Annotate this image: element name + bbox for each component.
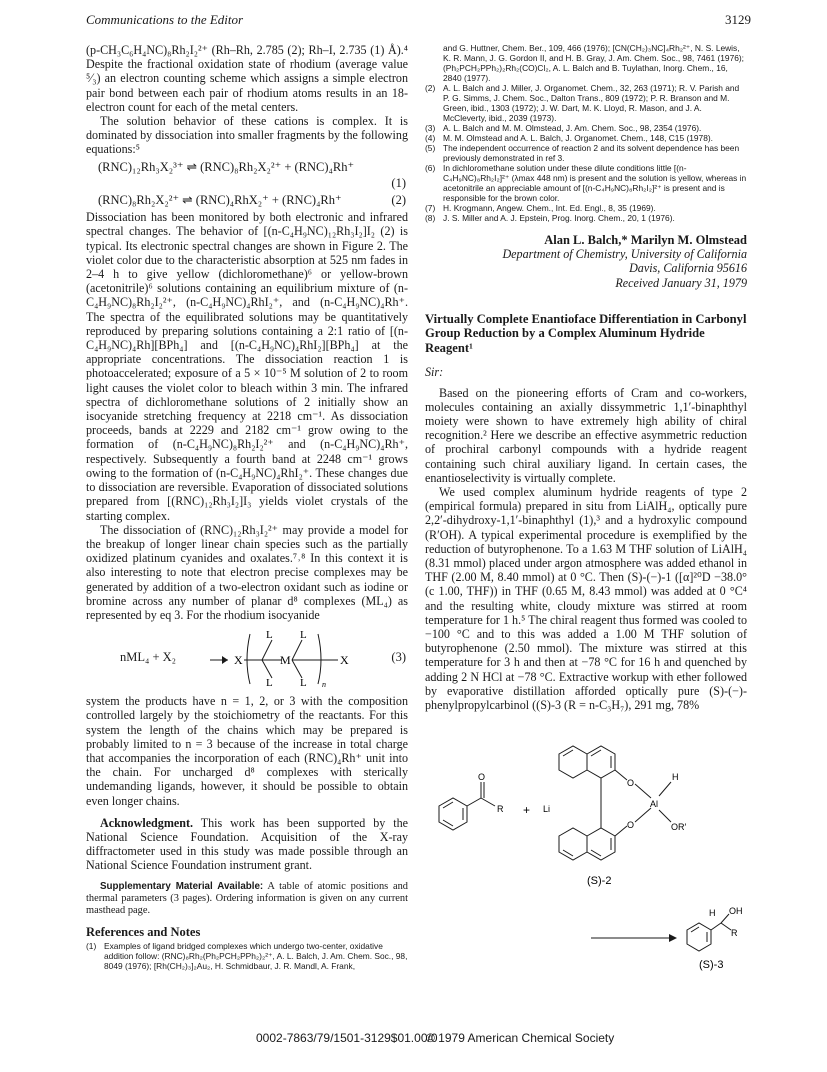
equation-3-structure bbox=[204, 626, 364, 688]
equation-1-number: (1) bbox=[391, 175, 406, 190]
supplementary-label: Supplementary Material Available: bbox=[100, 880, 264, 892]
received-date: Received January 31, 1979 bbox=[615, 275, 747, 290]
binaphthyl-o-top: O bbox=[627, 778, 635, 789]
reference-text: A. L. Balch and M. M. Olmstead, J. Am. Chem. Soc., 98, 2354 (1976). bbox=[443, 123, 702, 133]
equation-1-formula: (RNC)₁₂Rh₃X₂³⁺ ⇌ (RNC)₈Rh₂X₂²⁺ + (RNC)₄Rh⁺ bbox=[98, 159, 355, 174]
equation-3-metal: M bbox=[279, 653, 291, 668]
paragraph-solution: The solution behavior of these cations is complex. It is dominated by dissociation into smaller fragments by the following equations:⁵ bbox=[86, 114, 408, 157]
product-label: (S)-3 bbox=[699, 959, 724, 972]
paragraph-dissociation: Dissociation has been monitored by both electronic and infrared spectral changes. The behavior of [(n-C₄H₉NC)₁₂Rh₃I₂]I₂ (2) is typical. Its electronic spectral changes are shown in Figure 2. The violet color due to the characteristic absorption at 525 nm fades in 2–4 h to give yellow (dichloromethane)⁶ or yellow-brown (acetonitrile)⁶ solutions containing an equilibrium mixture of (n-C₄H₉NC)₈Rh₂I₂²⁺, (n-C₄H₉NC)₄RhI₂⁺, and (n-C₄H₉NC)₄Rh⁺. The spectra of the equilibrated solutions may be quantitatively reproduced by preparing solutions containing a 2:1 ratio of [(n-C₄H₉NC)₄Rh][BPh₄] and [(n-C₄H₉NC)₄RhI₂][BPh₄] at the appropriate concentrations. The dissociation reaction 1 is photoaccelerated; exposure of a 5 × 10⁻⁵ M solution of 2 to room light causes the violet color to bleach within 3 min. The infrared spectra of dichloromethane solutions of 2 initially show an isocyanide stretching frequency at 2218 cm⁻¹. As dissociation proceeds, bands at 2229 and 2182 cm⁻¹ grow owing to the formation of (n-C₄H₉NC)₈Rh₂I₂²⁺ and (n-C₄H₉NC)₄Rh⁺, respectively. Subsequently a fourth band at 2248 cm⁻¹ grows owing to the formation of (n-C₄H₉NC)₄RhI₂⁺. These changes due to dissociation are reversible. Evaporation of dissociated solutions prepared from [(RNC)₁₂Rh₃I₂]I₃ yields violet crystals of the starting complex. bbox=[86, 210, 408, 523]
left-column bbox=[86, 43, 408, 971]
reference-item bbox=[425, 163, 747, 203]
equation-3 bbox=[86, 626, 408, 688]
article-title: Virtually Complete Enantioface Differentiation in Carbonyl Group Reduction by a Complex Aluminum Hydride Reagent¹ bbox=[425, 311, 747, 355]
authors: Alan L. Balch,* Marilyn M. Olmstead bbox=[544, 233, 747, 247]
footer-copyright: © 1979 American Chemical Society bbox=[426, 1031, 615, 1045]
paragraph-pioneering: Based on the pioneering efforts of Cram and co-workers, molecules containing an axially dissymmetric 1,1′-binaphthyl moiety were shown to have extremely high ability of chiral recognition.² Here we describe an effective asymmetric reduction of prochiral carbonyl compounds with a hydride reagent containing such chiral auxiliary ligand. In certain cases, the enantioselectivity is virtually complete. bbox=[425, 385, 747, 485]
equation-3-ligand-top-left: L bbox=[265, 629, 273, 642]
paragraph-intro: (p-CH₃C₆H₄NC)₈Rh₂I₂²⁺ (Rh–Rh, 2.785 (2); Rh–I, 2.735 (1) Å).⁴ Despite the fractional oxidation state of rhodium (average value ⁵⁄₃) an electron counting scheme which assigns a simple electron pair bond between each pair of rhodium atoms results in an 18-electron count for each of the metal centers. bbox=[86, 43, 408, 114]
affiliation-location: Davis, California 95616 bbox=[629, 261, 747, 276]
reference-text: Examples of ligand bridged complexes which undergo two-center, oxidative addition follow: (RNC)₈Rh₂(Ph₂PCH₂PPh₂)₂²⁺, A. L. Balch, J. Am. Chem. Soc., 98, 8049 (1976); [Rh(CH₂)₃]₂Au₂, H. Schmidbaur, J. R. Mandl, A. Frank, bbox=[104, 941, 408, 972]
reference-text: The independent occurrence of reaction 2 and its solvent dependence has been previously demonstrated in ref 3. bbox=[443, 143, 740, 163]
carbinol-r-label: R bbox=[731, 928, 738, 939]
reaction-scheme bbox=[425, 724, 747, 972]
equation-3-ligand-top-right: L bbox=[299, 629, 307, 642]
reference-item bbox=[425, 213, 747, 223]
equation-1 bbox=[86, 160, 408, 174]
reference-item bbox=[425, 143, 747, 163]
carbinol-structure bbox=[687, 914, 731, 951]
reference-text: and G. Huttner, Chem. Ber., 109, 466 (1976); [CN(CH₂)₃NC]₄Rh₂²⁺, N. S. Lewis, K. R. Mann, J. G. Gordon II, and H. B. Gray, J. Am. Chem. Soc., 98, 7461 (1976); (Ph₂PCH₂PPh₂)₂Rh₂(CO)Cl₂, A. L. Balch and B. Tuylathan, Inorg. Chem., 16, 2840 (1977). bbox=[443, 43, 745, 83]
equation-2-formula: (RNC)₈Rh₂X₂²⁺ ⇌ (RNC)₄RhX₂⁺ + (RNC)₄Rh⁺ bbox=[98, 193, 342, 208]
equation-3-ligand-bottom-left: L bbox=[265, 677, 273, 690]
lithium-label: Li bbox=[543, 804, 551, 815]
right-column bbox=[425, 43, 747, 972]
paragraph-model: The dissociation of (RNC)₁₂Rh₃I₂²⁺ may provide a model for the breakup of longer linear chain species such as the partially oxidized platinum cyanides and oxalates.⁷˒⁸ In this context it is also interesting to note that electron precise complexes may be generated by addition of a two-electron oxidant such as iodine or bromine across any number of planar d⁸ complexes (ML₄) as represented by eq 3. For the rhodium isocyanide bbox=[86, 522, 408, 622]
equation-3-number: (3) bbox=[391, 650, 406, 665]
reaction-arrow-head bbox=[669, 934, 677, 942]
acknowledgment bbox=[86, 816, 408, 873]
reference-item bbox=[425, 83, 747, 123]
equation-3-x-left: X bbox=[233, 653, 243, 668]
supplementary-material bbox=[86, 881, 408, 918]
reference-number: (5) bbox=[425, 143, 436, 153]
footer-code: 0002-7863/79/1501-3129$01.00/0 bbox=[256, 1031, 438, 1045]
equation-3-subscript: n bbox=[321, 680, 326, 690]
aluminum-label: Al bbox=[650, 799, 659, 810]
running-head: Communications to the Editor bbox=[86, 12, 244, 27]
plus-sign: + bbox=[523, 803, 531, 818]
references-heading: References and Notes bbox=[86, 925, 201, 940]
reference-number bbox=[425, 43, 443, 83]
salutation: Sir: bbox=[425, 365, 444, 380]
reagent-label: (S)-2 bbox=[587, 875, 612, 888]
references-list-left bbox=[86, 941, 408, 971]
reference-item bbox=[425, 203, 747, 213]
page-number: 3129 bbox=[725, 12, 751, 27]
paragraph-system: system the products have n = 1, 2, or 3 with the composition controlled largely by the stoichiometry of the reactants. For this system the length of the chains which may be prepared is probably limited to n = 3 because of the increase in total charge that accompanies the incorporation of each (RNC)₄Rh⁺ unit into the chain. For uncharged d⁸ complexes with sterically undemanding ligands, however, it should be possible to obtain even longer chains. bbox=[86, 694, 408, 808]
reference-number: (7) bbox=[425, 203, 436, 213]
acknowledgment-text: This work has been supported by the National Science Foundation. Acquisition of the X-ray diffractometer used in this study was made possible through an National Science Foundation instrument grant. bbox=[86, 815, 408, 873]
equation-2 bbox=[86, 193, 408, 207]
affiliation-department: Department of Chemistry, University of California bbox=[502, 247, 747, 262]
reference-text: In dichloromethane solution under these dilute conditions little [(n-C₄H₉NC)₈Rh₂I₂]²⁺ (λmax 448 nm) is present and the solution is yellow, whereas in acetonitrile an appreciable amount of [(n-C₄H₉NC)₈Rh₂I₂]²⁺ is present and is responsible for the brown color. bbox=[443, 163, 747, 203]
reference-item bbox=[425, 123, 747, 133]
carbinol-h-label: H bbox=[709, 908, 716, 919]
reference-text: H. Krogmann, Angew. Chem., Int. Ed. Engl., 8, 35 (1969). bbox=[443, 203, 656, 213]
reference-number: (1) bbox=[86, 941, 97, 952]
ketone-r-label: R bbox=[497, 804, 504, 815]
equation-3-ligand-bottom-right: L bbox=[299, 677, 307, 690]
equation-3-x-right: X bbox=[339, 653, 349, 668]
binaphthyl-o-bottom: O bbox=[627, 820, 635, 831]
reference-text: J. S. Miller and A. J. Epstein, Prog. Inorg. Chem., 20, 1 (1976). bbox=[443, 213, 675, 223]
supplementary-text: A table of atomic positions and thermal parameters (3 pages). Ordering information is given on any current masthead page. bbox=[86, 880, 408, 916]
reference-number: (2) bbox=[425, 83, 436, 93]
carbonyl-o-label: O bbox=[478, 772, 486, 783]
scheme-drawing bbox=[425, 724, 747, 972]
references-list-right bbox=[425, 43, 747, 223]
carbinol-oh-label: OH bbox=[729, 906, 743, 917]
reference-item bbox=[425, 43, 747, 83]
reference-item bbox=[86, 941, 408, 971]
equation-1-number-row bbox=[86, 176, 408, 190]
reference-text: M. M. Olmstead and A. L. Balch, J. Organomet. Chem., 148, C15 (1978). bbox=[443, 133, 713, 143]
reference-item bbox=[425, 133, 747, 143]
reference-number: (4) bbox=[425, 133, 436, 143]
reference-number: (6) bbox=[425, 163, 436, 173]
reference-number: (8) bbox=[425, 213, 436, 223]
alkoxide-or-label: OR′ bbox=[671, 822, 687, 833]
butyrophenone-structure bbox=[439, 782, 495, 830]
reference-number: (3) bbox=[425, 123, 436, 133]
aluminum-h-label: H bbox=[672, 772, 679, 783]
equation-3-lhs: nML₄ + X₂ bbox=[120, 650, 177, 665]
equation-2-number: (2) bbox=[391, 193, 406, 208]
reference-text: A. L. Balch and J. Miller, J. Organomet. Chem., 32, 263 (1971); R. V. Parish and P. G. Simms, J. Chem. Soc., Dalton Trans., 809 (1972); P. R. Branson and M. Green, ibid., 1303 (1972); J. W. Dart, M. K. Lloyd, R. Mason, and J. A. McCleverty, ibid., 2039 (1973). bbox=[443, 83, 740, 123]
acknowledgment-label: Acknowledgment. bbox=[100, 815, 194, 830]
paragraph-procedure: We used complex aluminum hydride reagents of type 2 (empirical formula) prepared in situ from LiAlH₄, optically pure 2,2′-dihydroxy-1,1′-binaphthyl (1),³ and a hydroxylic compound (R′OH). A typical experimental procedure is exemplified by the reduction of butyrophenone. To a 1.63 M THF solution of LiAlH₄ (8.31 mmol) placed under argon atmosphere was added ethanol in THF (2.00 M, 8.40 mmol) at 0 °C. Then (S)-(−)-1 ([α]²⁰D −38.0° (c 1.00, THF)) in THF (0.65 M, 8.43 mmol) was added at 0 °C⁴ and the resulting white, cloudy mixture was stirred at room temperature for 1 h.⁵ The chiral reagent thus formed was cooled to −100 °C and to this was added a 1.00 M THF solution of butyrophenone (2.50 mmol). The mixture was stirred at this temperature for 3 h and then at −78 °C for 16 h and quenched by adding 2 N HCl at −78 °C. Extractive workup with ether followed by evaporative distillation afforded optically pure (S)-(−)-phenylpropylcarbinol ((S)-3 (R = n-C₃H₇), 291 mg, 78% bbox=[425, 484, 747, 712]
